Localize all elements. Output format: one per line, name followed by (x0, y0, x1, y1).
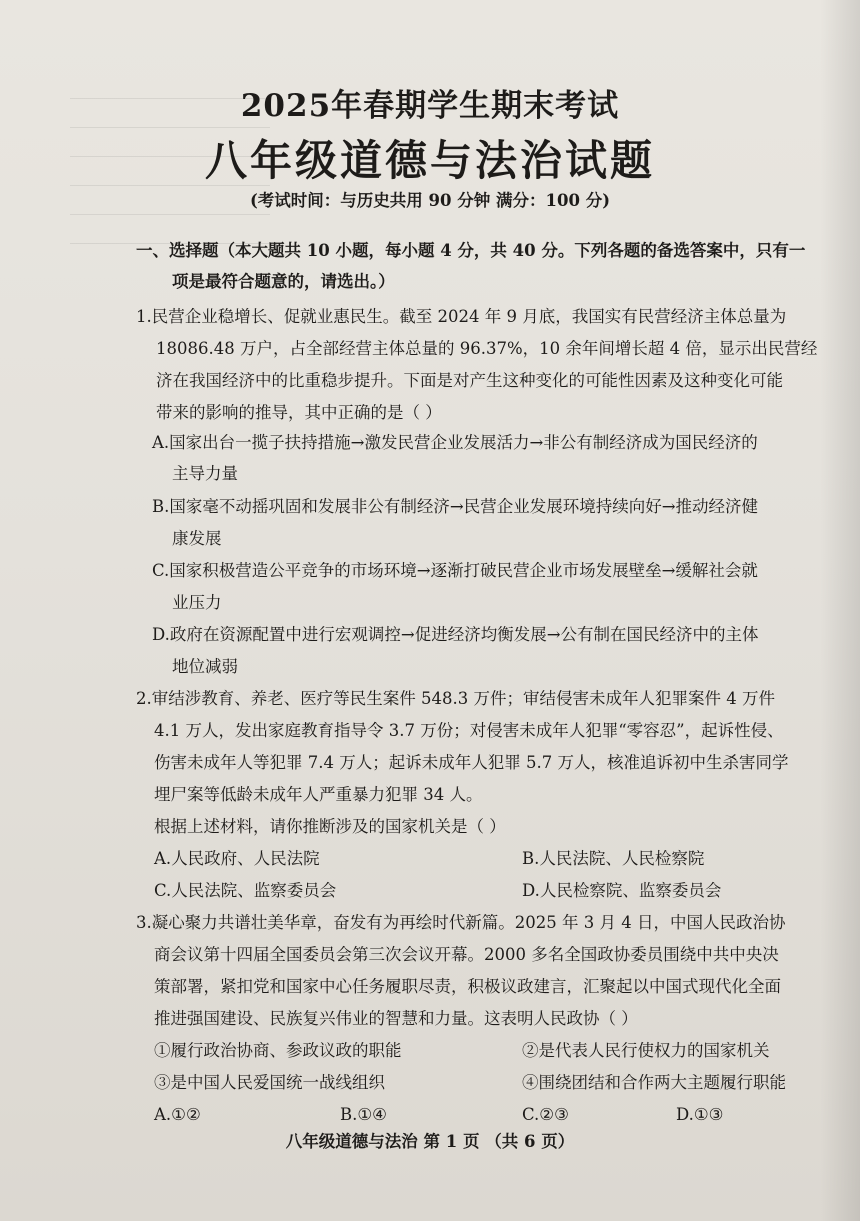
section-heading-line1: 一、选择题（本大题共 10 小题，每小题 4 分，共 40 分。下列各题的备选答案中，只有一 (136, 241, 806, 260)
q3-statement-3: ③是中国人民爱国统一战线组织 (154, 1073, 385, 1092)
q1-option-b-cont: 康发展 (172, 529, 222, 548)
q3-stem-line: 商会议第十四届全国委员会第三次会议开幕。2000 多名全国政协委员围绕中共中央决 (154, 945, 779, 964)
subject-title: 八年级道德与法治试题 (204, 136, 655, 185)
q3-statement-2: ②是代表人民行使权力的国家机关 (522, 1041, 770, 1060)
q2-stem-line: 根据上述材料，请你推断涉及的国家机关是（ ） (154, 817, 506, 836)
q2-stem-line: 伤害未成年人等犯罪 7.4 万人；起诉未成年人犯罪 5.7 万人，核准追诉初中生杀害同学 (154, 753, 789, 772)
q2-stem-line: 埋尸案等低龄未成年人严重暴力犯罪 34 人。 (154, 785, 483, 804)
q3-option-c: C.②③ (522, 1105, 569, 1124)
q2-stem-line: 4.1 万人，发出家庭教育指导令 3.7 万份；对侵害未成年人犯罪“零容忍”，起诉性侵、 (154, 721, 784, 740)
q2-stem-line: 2.审结涉教育、养老、医疗等民生案件 548.3 万件；审结侵害未成年人犯罪案件 4 万件 (136, 689, 775, 708)
exam-title: 2025年春期学生期末考试 (240, 88, 620, 124)
q3-stem-line: 3.凝心聚力共谱壮美华章，奋发有为再绘时代新篇。2025 年 3 月 4 日，中国人民政治协 (136, 913, 786, 932)
q3-statement-4: ④围绕团结和合作两大主题履行职能 (522, 1073, 786, 1092)
q1-option-c: C.国家积极营造公平竞争的市场环境→逐渐打破民营企业市场发展壁垒→缓解社会就 (152, 561, 758, 580)
q3-option-a: A.①② (154, 1105, 201, 1124)
q1-stem-line: 1.民营企业稳增长、促就业惠民生。截至 2024 年 9 月底，我国实有民营经济主体总量为 (136, 307, 787, 326)
q1-option-d: D.政府在资源配置中进行宏观调控→促进经济均衡发展→公有制在国民经济中的主体 (152, 625, 759, 644)
section-heading-line2: 项是最符合题意的，请选出。） (172, 272, 395, 291)
q1-option-a: A.国家出台一揽子扶持措施→激发民营企业发展活力→非公有制经济成为国民经济的 (152, 433, 758, 452)
page-footer: 八年级道德与法治 第 1 页 （共 6 页） (285, 1132, 575, 1151)
q1-option-b: B.国家毫不动摇巩固和发展非公有制经济→民营企业发展环境持续向好→推动经济健 (152, 497, 759, 516)
q2-option-a: A.人民政府、人民法院 (154, 849, 320, 868)
q2-option-d: D.人民检察院、监察委员会 (522, 881, 722, 900)
q3-stem-line: 策部署，紧扣党和国家中心任务履职尽责，积极议政建言，汇聚起以中国式现代化全面 (154, 977, 781, 996)
q3-option-b: B.①④ (340, 1105, 387, 1124)
q3-option-d: D.①③ (676, 1105, 724, 1124)
q3-stem-line: 推进强国建设、民族复兴伟业的智慧和力量。这表明人民政协（ ） (154, 1009, 638, 1028)
q1-stem-line: 18086.48 万户，占全部经营主体总量的 96.37%，10 余年间增长超 4 倍，显示出民营经 (156, 339, 818, 358)
q3-statement-1: ①履行政治协商、参政议政的职能 (154, 1041, 402, 1060)
q1-option-a-cont: 主导力量 (172, 464, 238, 483)
q1-stem-line: 带来的影响的推导，其中正确的是（ ） (156, 403, 442, 422)
exam-info: (考试时间：与历史共用 90 分钟 满分：100 分) (250, 191, 610, 210)
q1-option-c-cont: 业压力 (172, 593, 222, 612)
q1-option-d-cont: 地位减弱 (172, 657, 238, 676)
q1-stem-line: 济在我国经济中的比重稳步提升。下面是对产生这种变化的可能性因素及这种变化可能 (156, 371, 783, 390)
q2-option-c: C.人民法院、监察委员会 (154, 881, 337, 900)
q2-option-b: B.人民法院、人民检察院 (522, 849, 705, 868)
